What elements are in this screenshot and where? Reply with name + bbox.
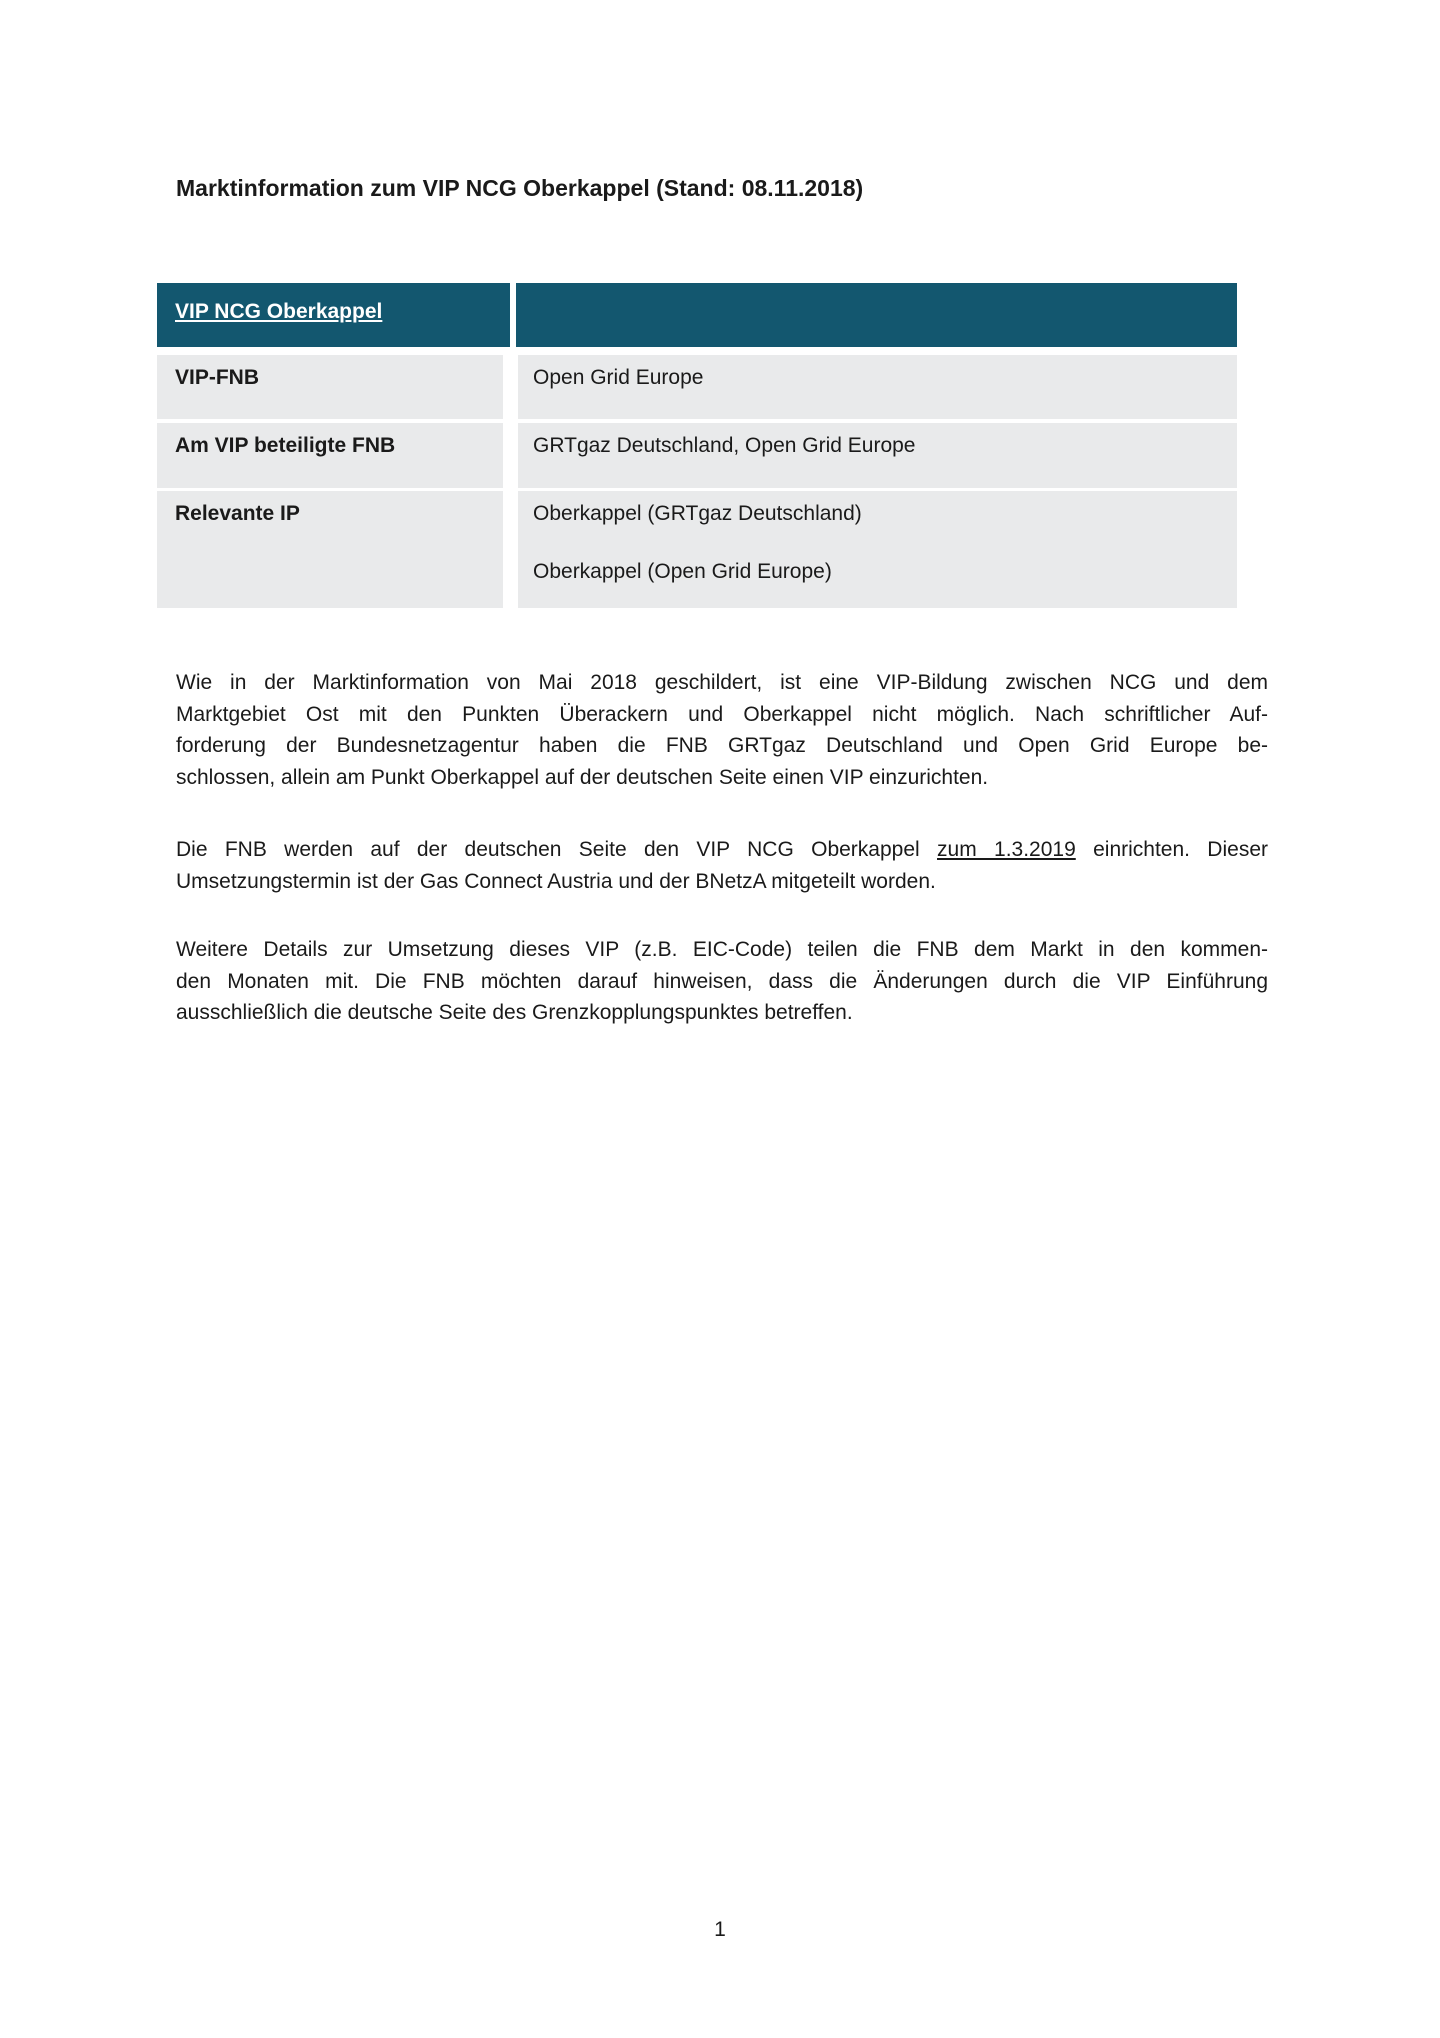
info-table xyxy=(157,283,1237,608)
paragraph-line: den Monaten mit. Die FNB möchten darauf hinweisen, dass die Änderungen durch die VIP Einführung xyxy=(176,969,1268,993)
paragraph-2 xyxy=(176,834,1268,897)
paragraph-line: Umsetzungstermin ist der Gas Connect Austria und der BNetzA mitgeteilt worden. xyxy=(176,869,936,893)
row-label: Am VIP beteiligte FNB xyxy=(157,423,503,488)
paragraph-line: schlossen, allein am Punkt Oberkappel auf der deutschen Seite einen VIP einzurichten. xyxy=(176,766,989,790)
page-number: 1 xyxy=(714,1918,726,1941)
table-header-label: VIP NCG Oberkappel xyxy=(175,300,383,323)
row-label: VIP-FNB xyxy=(157,355,503,419)
underlined-date: zum 1.3.2019 xyxy=(937,838,1076,861)
paragraph-line: ausschließlich die deutsche Seite des Grenzkopplungspunktes betreffen. xyxy=(176,1001,853,1025)
document-title: Marktinformation zum VIP NCG Oberkappel (Stand: 08.11.2018) xyxy=(176,175,864,201)
table-column-divider xyxy=(510,283,516,347)
row-value xyxy=(518,491,1237,608)
row-value-line: Open Grid Europe xyxy=(533,366,704,389)
row-value-line: Oberkappel (Open Grid Europe) xyxy=(533,560,832,583)
paragraph-line: Weitere Details zur Umsetzung dieses VIP (z.B. EIC-Code) teilen die FNB dem Markt in den kommen- xyxy=(176,938,1268,961)
table-header-row xyxy=(157,283,1237,347)
paragraph-3 xyxy=(176,934,1268,1029)
row-value xyxy=(518,355,1237,419)
paragraph-line: Wie in der Marktinformation von Mai 2018 geschildert, ist eine VIP-Bildung zwischen NCG und dem xyxy=(176,671,1268,694)
row-label: Relevante IP xyxy=(157,491,503,608)
paragraph-1 xyxy=(176,667,1268,794)
paragraph-line: Marktgebiet Ost mit den Punkten Überackern und Oberkappel nicht möglich. Nach schriftlicher Auf- xyxy=(176,702,1268,726)
paragraph-line xyxy=(176,834,1268,866)
table-row-relevante-ip xyxy=(157,491,1237,608)
row-value-line: Oberkappel (GRTgaz Deutschland) xyxy=(533,502,862,525)
table-row-vip-fnb xyxy=(157,355,1237,419)
paragraph-line: forderung der Bundesnetzagentur haben die FNB GRTgaz Deutschland und Open Grid Europe be- xyxy=(176,734,1268,758)
paragraph-text: Die FNB werden auf der deutschen Seite den VIP NCG Oberkappel xyxy=(176,838,920,861)
row-value-line: GRTgaz Deutschland, Open Grid Europe xyxy=(533,434,916,457)
row-value xyxy=(518,423,1237,488)
table-row-beteiligte-fnb xyxy=(157,423,1237,488)
paragraph-text: einrichten. Dieser xyxy=(1093,838,1268,861)
